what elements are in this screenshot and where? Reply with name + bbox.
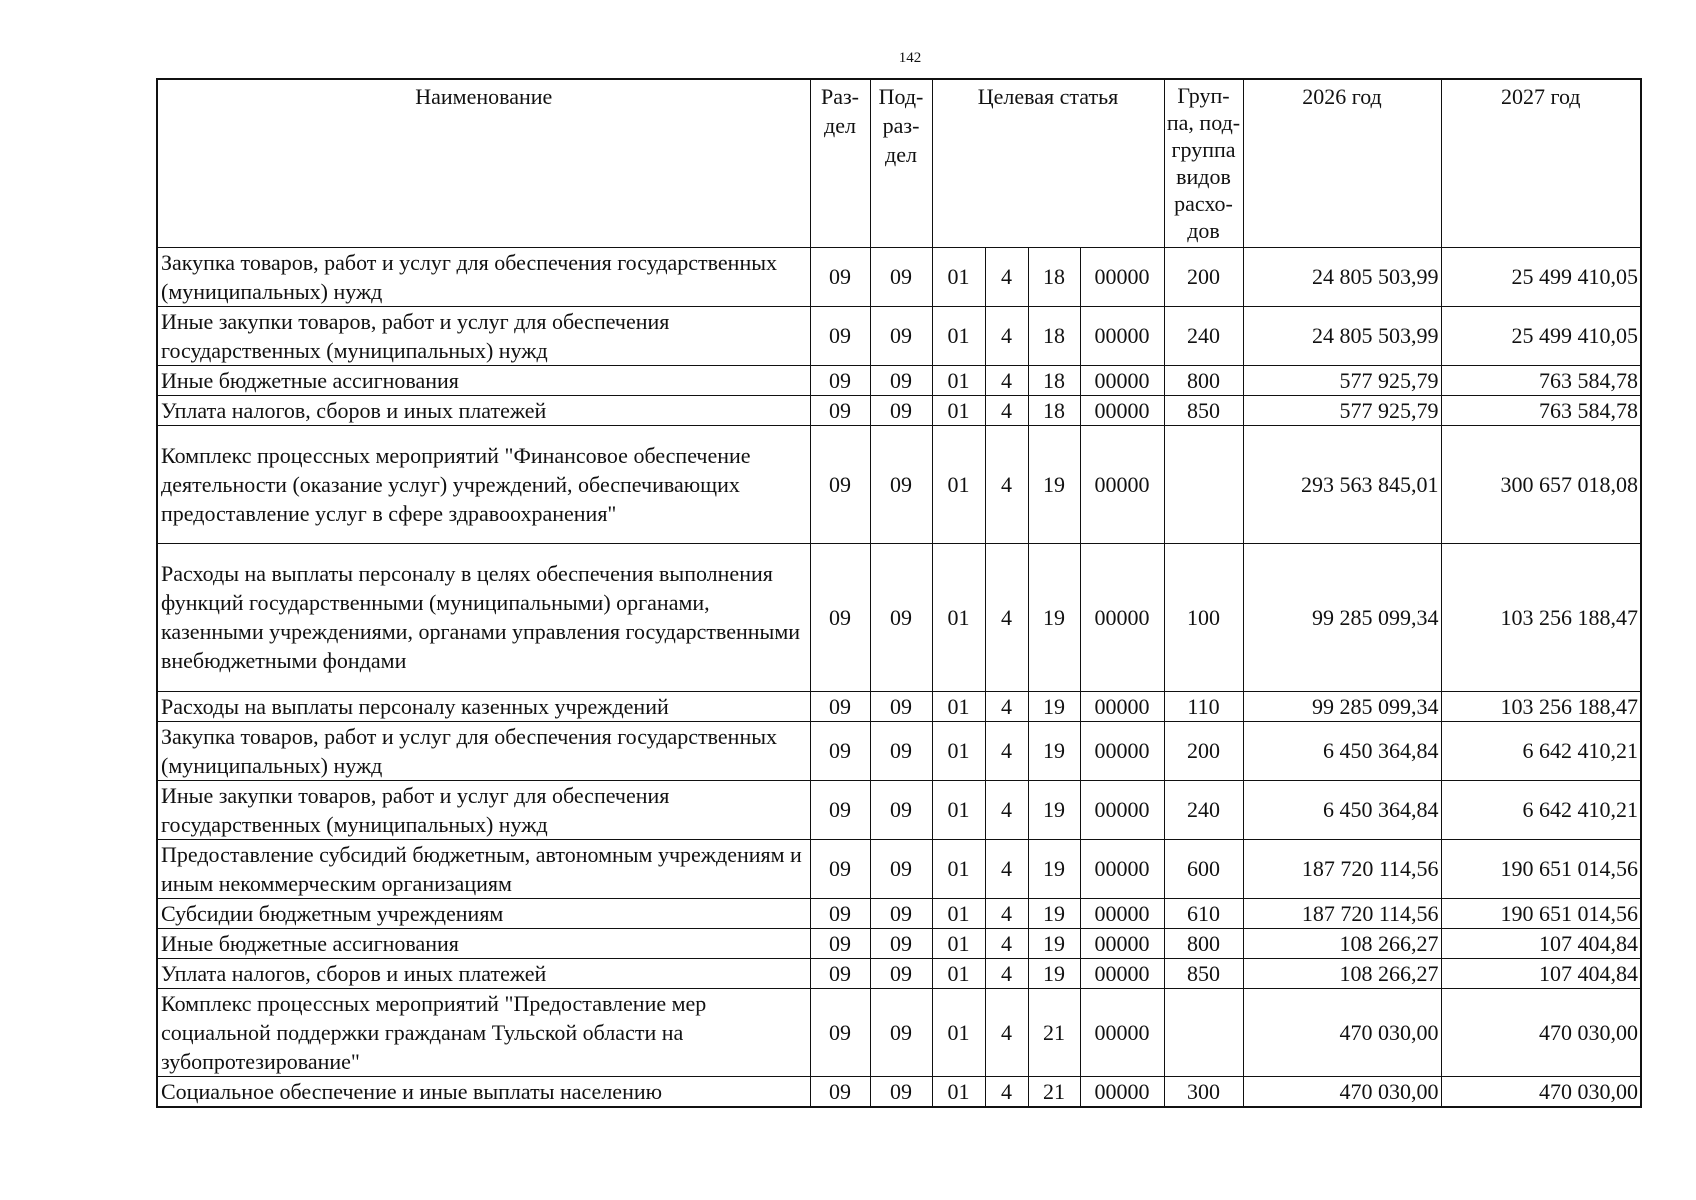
razdel-cell: 09: [810, 928, 870, 958]
celevaya-part4: 00000: [1080, 928, 1164, 958]
celevaya-part1: 01: [932, 365, 985, 395]
celevaya-part4: 00000: [1080, 543, 1164, 691]
celevaya-part1: 01: [932, 543, 985, 691]
row-name: Иные бюджетные ассигнования: [157, 365, 810, 395]
celevaya-part4: 00000: [1080, 958, 1164, 988]
celevaya-part2: 4: [985, 988, 1028, 1076]
header-celevaya-statya: Целевая статья: [932, 79, 1164, 247]
celevaya-part2: 4: [985, 395, 1028, 425]
podrazdel-cell: 09: [870, 839, 932, 898]
amount-2026: 187 720 114,56: [1243, 839, 1441, 898]
amount-2027: 6 642 410,21: [1441, 780, 1641, 839]
gruppa-cell: 110: [1164, 691, 1243, 721]
celevaya-part4: 00000: [1080, 247, 1164, 306]
razdel-cell: 09: [810, 691, 870, 721]
razdel-cell: 09: [810, 958, 870, 988]
amount-2026: 108 266,27: [1243, 928, 1441, 958]
amount-2026: 470 030,00: [1243, 1076, 1441, 1107]
gruppa-cell: 200: [1164, 247, 1243, 306]
row-name: Иные бюджетные ассигнования: [157, 928, 810, 958]
razdel-cell: 09: [810, 425, 870, 543]
gruppa-cell: 240: [1164, 780, 1243, 839]
amount-2026: 293 563 845,01: [1243, 425, 1441, 543]
row-name: Расходы на выплаты персоналу в целях обеспечения выполнения функций государственными (муниципальными) органами, казенными учреждениями, органами управления государственными внебюджетными фондами: [157, 543, 810, 691]
razdel-cell: 09: [810, 365, 870, 395]
amount-2026: 577 925,79: [1243, 365, 1441, 395]
celevaya-part1: 01: [932, 988, 985, 1076]
celevaya-part2: 4: [985, 425, 1028, 543]
podrazdel-cell: 09: [870, 247, 932, 306]
celevaya-part1: 01: [932, 721, 985, 780]
gruppa-cell: 850: [1164, 395, 1243, 425]
header-2026: 2026 год: [1243, 79, 1441, 247]
celevaya-part3: 18: [1028, 306, 1080, 365]
table-row: [157, 988, 1641, 1076]
row-name: Предоставление субсидий бюджетным, автономным учреждениям и иным некоммерческим организациям: [157, 839, 810, 898]
celevaya-part2: 4: [985, 928, 1028, 958]
table-row: [157, 1076, 1641, 1107]
row-name: Уплата налогов, сборов и иных платежей: [157, 395, 810, 425]
table-row: [157, 365, 1641, 395]
row-name: Иные закупки товаров, работ и услуг для обеспечения государственных (муниципальных) нужд: [157, 306, 810, 365]
celevaya-part1: 01: [932, 928, 985, 958]
celevaya-part2: 4: [985, 247, 1028, 306]
podrazdel-cell: 09: [870, 395, 932, 425]
celevaya-part1: 01: [932, 958, 985, 988]
table-row: [157, 898, 1641, 928]
gruppa-cell: 300: [1164, 1076, 1243, 1107]
celevaya-part1: 01: [932, 839, 985, 898]
table-row: [157, 247, 1641, 306]
razdel-cell: 09: [810, 721, 870, 780]
amount-2027: 103 256 188,47: [1441, 691, 1641, 721]
amount-2026: 24 805 503,99: [1243, 247, 1441, 306]
table-row: [157, 928, 1641, 958]
podrazdel-cell: 09: [870, 780, 932, 839]
amount-2027: 763 584,78: [1441, 395, 1641, 425]
celevaya-part1: 01: [932, 691, 985, 721]
razdel-cell: 09: [810, 780, 870, 839]
gruppa-cell: 610: [1164, 898, 1243, 928]
header-name: Наименование: [157, 79, 810, 247]
amount-2026: 99 285 099,34: [1243, 543, 1441, 691]
celevaya-part3: 21: [1028, 988, 1080, 1076]
row-name: Субсидии бюджетным учреждениям: [157, 898, 810, 928]
gruppa-cell: [1164, 988, 1243, 1076]
gruppa-cell: 240: [1164, 306, 1243, 365]
amount-2026: 577 925,79: [1243, 395, 1441, 425]
razdel-cell: 09: [810, 543, 870, 691]
celevaya-part3: 18: [1028, 247, 1080, 306]
celevaya-part2: 4: [985, 365, 1028, 395]
celevaya-part1: 01: [932, 395, 985, 425]
celevaya-part3: 19: [1028, 543, 1080, 691]
celevaya-part3: 19: [1028, 928, 1080, 958]
podrazdel-cell: 09: [870, 425, 932, 543]
celevaya-part3: 21: [1028, 1076, 1080, 1107]
razdel-cell: 09: [810, 395, 870, 425]
table-row: [157, 543, 1641, 691]
row-name: Иные закупки товаров, работ и услуг для обеспечения государственных (муниципальных) нужд: [157, 780, 810, 839]
celevaya-part2: 4: [985, 839, 1028, 898]
podrazdel-cell: 09: [870, 988, 932, 1076]
celevaya-part3: 19: [1028, 721, 1080, 780]
gruppa-cell: 100: [1164, 543, 1243, 691]
celevaya-part2: 4: [985, 898, 1028, 928]
row-name: Расходы на выплаты персоналу казенных учреждений: [157, 691, 810, 721]
amount-2027: 25 499 410,05: [1441, 306, 1641, 365]
table-row: [157, 839, 1641, 898]
celevaya-part2: 4: [985, 691, 1028, 721]
row-name: Социальное обеспечение и иные выплаты населению: [157, 1076, 810, 1107]
amount-2027: 190 651 014,56: [1441, 898, 1641, 928]
page-number: 142: [898, 50, 922, 66]
celevaya-part3: 19: [1028, 839, 1080, 898]
header-gruppa: Груп- па, под- группа видов расхо- дов: [1164, 79, 1243, 247]
gruppa-cell: 800: [1164, 928, 1243, 958]
celevaya-part2: 4: [985, 306, 1028, 365]
amount-2027: 470 030,00: [1441, 988, 1641, 1076]
celevaya-part1: 01: [932, 898, 985, 928]
celevaya-part4: 00000: [1080, 898, 1164, 928]
amount-2026: 99 285 099,34: [1243, 691, 1441, 721]
celevaya-part4: 00000: [1080, 839, 1164, 898]
razdel-cell: 09: [810, 839, 870, 898]
header-podrazdel: Под- раз- дел: [870, 79, 932, 247]
header-row: [157, 79, 1641, 247]
table-row: [157, 425, 1641, 543]
gruppa-cell: 600: [1164, 839, 1243, 898]
celevaya-part2: 4: [985, 543, 1028, 691]
celevaya-part1: 01: [932, 425, 985, 543]
celevaya-part2: 4: [985, 721, 1028, 780]
amount-2027: 763 584,78: [1441, 365, 1641, 395]
razdel-cell: 09: [810, 306, 870, 365]
podrazdel-cell: 09: [870, 1076, 932, 1107]
amount-2027: 6 642 410,21: [1441, 721, 1641, 780]
gruppa-cell: 850: [1164, 958, 1243, 988]
amount-2026: 24 805 503,99: [1243, 306, 1441, 365]
amount-2027: 107 404,84: [1441, 958, 1641, 988]
amount-2027: 103 256 188,47: [1441, 543, 1641, 691]
table-row: [157, 780, 1641, 839]
celevaya-part1: 01: [932, 247, 985, 306]
celevaya-part2: 4: [985, 958, 1028, 988]
celevaya-part4: 00000: [1080, 691, 1164, 721]
celevaya-part3: 18: [1028, 365, 1080, 395]
celevaya-part3: 19: [1028, 691, 1080, 721]
celevaya-part1: 01: [932, 780, 985, 839]
celevaya-part2: 4: [985, 1076, 1028, 1107]
celevaya-part4: 00000: [1080, 425, 1164, 543]
celevaya-part3: 18: [1028, 395, 1080, 425]
table-row: [157, 691, 1641, 721]
celevaya-part4: 00000: [1080, 988, 1164, 1076]
header-2027: 2027 год: [1441, 79, 1641, 247]
budget-table: [156, 78, 1642, 1108]
celevaya-part3: 19: [1028, 958, 1080, 988]
podrazdel-cell: 09: [870, 306, 932, 365]
celevaya-part4: 00000: [1080, 306, 1164, 365]
gruppa-cell: 800: [1164, 365, 1243, 395]
podrazdel-cell: 09: [870, 721, 932, 780]
razdel-cell: 09: [810, 988, 870, 1076]
razdel-cell: 09: [810, 898, 870, 928]
row-name: Комплекс процессных мероприятий "Предоставление мер социальной поддержки гражданам Тульской области на зубопротезирование": [157, 988, 810, 1076]
gruppa-cell: 200: [1164, 721, 1243, 780]
amount-2026: 187 720 114,56: [1243, 898, 1441, 928]
razdel-cell: 09: [810, 247, 870, 306]
row-name: Уплата налогов, сборов и иных платежей: [157, 958, 810, 988]
celevaya-part2: 4: [985, 780, 1028, 839]
row-name: Закупка товаров, работ и услуг для обеспечения государственных (муниципальных) нужд: [157, 247, 810, 306]
amount-2027: 107 404,84: [1441, 928, 1641, 958]
celevaya-part3: 19: [1028, 898, 1080, 928]
header-razdel: Раз- дел: [810, 79, 870, 247]
amount-2026: 470 030,00: [1243, 988, 1441, 1076]
celevaya-part4: 00000: [1080, 721, 1164, 780]
podrazdel-cell: 09: [870, 691, 932, 721]
amount-2026: 6 450 364,84: [1243, 780, 1441, 839]
celevaya-part4: 00000: [1080, 780, 1164, 839]
row-name: Комплекс процессных мероприятий "Финансовое обеспечение деятельности (оказание услуг) учреждений, обеспечивающих предоставление услуг в сфере здравоохранения": [157, 425, 810, 543]
podrazdel-cell: 09: [870, 543, 932, 691]
table-row: [157, 395, 1641, 425]
celevaya-part1: 01: [932, 306, 985, 365]
table-row: [157, 721, 1641, 780]
podrazdel-cell: 09: [870, 898, 932, 928]
amount-2026: 108 266,27: [1243, 958, 1441, 988]
amount-2026: 6 450 364,84: [1243, 721, 1441, 780]
celevaya-part4: 00000: [1080, 395, 1164, 425]
razdel-cell: 09: [810, 1076, 870, 1107]
gruppa-cell: [1164, 425, 1243, 543]
celevaya-part3: 19: [1028, 780, 1080, 839]
celevaya-part1: 01: [932, 1076, 985, 1107]
celevaya-part4: 00000: [1080, 365, 1164, 395]
podrazdel-cell: 09: [870, 365, 932, 395]
table-row: [157, 958, 1641, 988]
amount-2027: 25 499 410,05: [1441, 247, 1641, 306]
celevaya-part4: 00000: [1080, 1076, 1164, 1107]
celevaya-part3: 19: [1028, 425, 1080, 543]
amount-2027: 470 030,00: [1441, 1076, 1641, 1107]
amount-2027: 190 651 014,56: [1441, 839, 1641, 898]
amount-2027: 300 657 018,08: [1441, 425, 1641, 543]
table-row: [157, 306, 1641, 365]
podrazdel-cell: 09: [870, 928, 932, 958]
row-name: Закупка товаров, работ и услуг для обеспечения государственных (муниципальных) нужд: [157, 721, 810, 780]
podrazdel-cell: 09: [870, 958, 932, 988]
